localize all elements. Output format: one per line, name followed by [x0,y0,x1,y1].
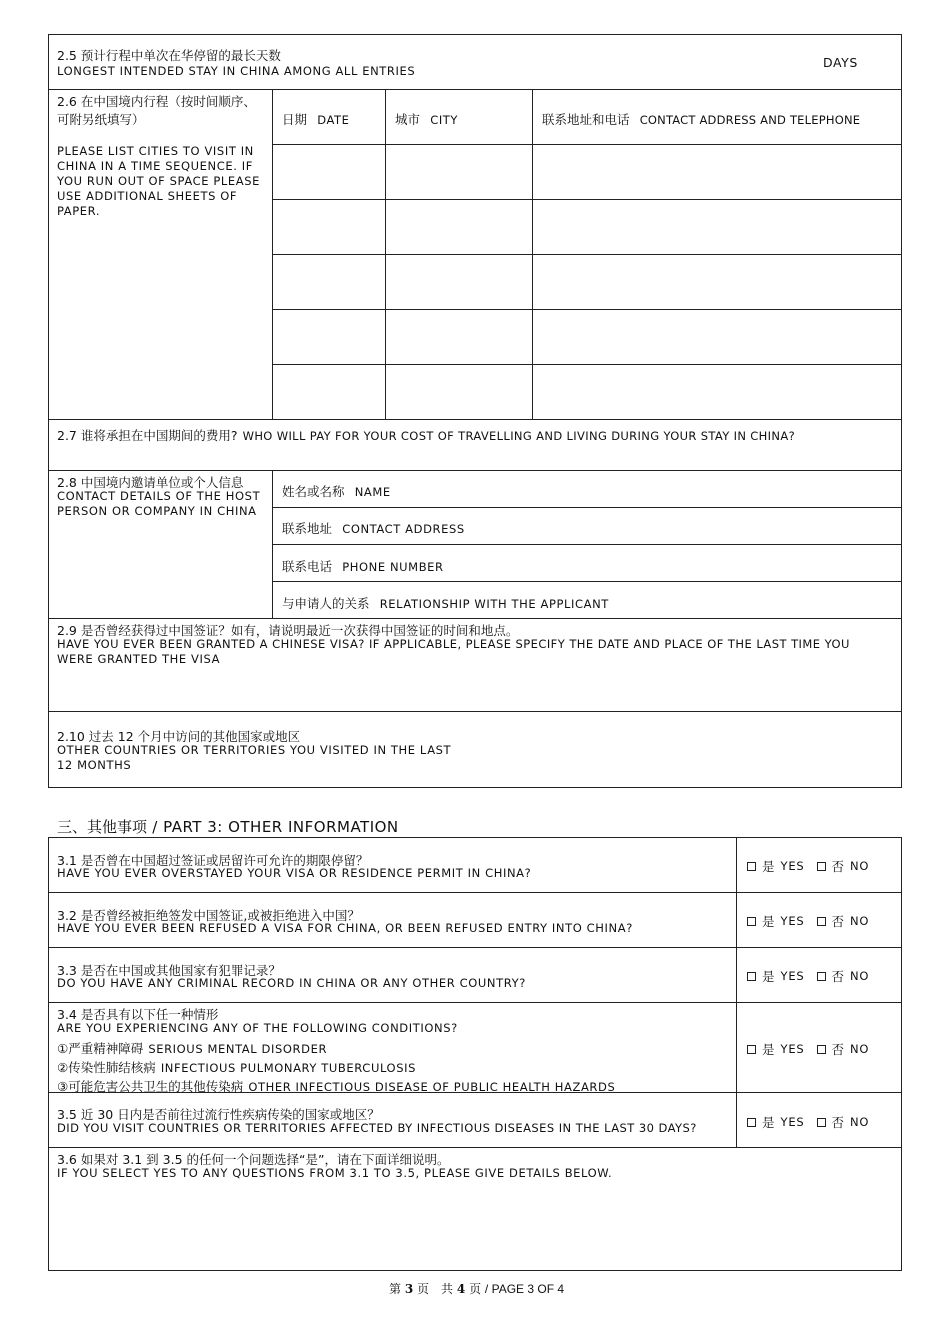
s210-label-en-2: 12 MONTHS [57,758,132,772]
s28-phone-en: PHONE NUMBER [342,560,444,574]
s28-phone-zh: 联系电话 [282,559,333,574]
q34-c3-en: OTHER INFECTIOUS DISEASE OF PUBLIC HEALTH HAZARDS [248,1080,616,1094]
no-zh: 否 [831,859,845,874]
q35-options [747,1113,869,1131]
s29-label-zh: 2.9 是否曾经获得过中国签证？如有，请说明最近一次获得中国签证的时间和地点。 [57,623,519,638]
s26-col-contact-zh: 联系地址和电话 [542,112,630,127]
q35-no-checkbox[interactable] [817,1118,826,1127]
s28-address-input[interactable] [480,508,901,544]
itinerary-row-2-date[interactable] [273,200,385,254]
q35-label-en: DID YOU VISIT COUNTRIES OR TERRITORIES AFFECTED BY INFECTIOUS DISEASES IN THE LAST 30 DAYS? [57,1121,697,1135]
footer-zh-a: 第 [389,1282,402,1296]
q36-label-zh: 3.6 如果对 3.1 到 3.5 的任何一个问题选择“是”，请在下面详细说明。 [57,1152,450,1167]
q32-yes-checkbox[interactable] [747,917,756,926]
footer-zh-b: 页 共 [417,1282,454,1296]
s26-col-city [395,109,458,128]
no-zh: 否 [831,1115,845,1130]
itinerary-row-3-contact[interactable] [533,255,901,309]
s25-label-zh: 2.5 预计行程中单次在华停留的最长天数 [57,48,281,63]
s25-days-unit: DAYS [823,55,858,70]
s28-relationship-en: RELATIONSHIP WITH THE APPLICANT [379,597,609,611]
yes-zh: 是 [762,969,775,984]
s26-col-city-en: CITY [430,113,459,127]
s26-instructions-3: YOU RUN OUT OF SPACE PLEASE [57,174,261,188]
q34-label-en: ARE YOU EXPERIENCING ANY OF THE FOLLOWING CONDITIONS? [57,1021,458,1035]
itinerary-row-4-contact[interactable] [533,310,901,364]
s26-col-contact [542,109,860,128]
part3-title [57,816,399,837]
q34-label-zh: 3.4 是否具有以下任一种情形 [57,1007,219,1022]
q36-label-en: IF YOU SELECT YES TO ANY QUESTIONS FROM 3.1 TO 3.5, PLEASE GIVE DETAILS BELOW. [57,1166,613,1180]
q32-label-en: HAVE YOU EVER BEEN REFUSED A VISA FOR CHINA, OR BEEN REFUSED ENTRY INTO CHINA? [57,921,633,935]
no-zh: 否 [831,914,845,929]
q34-condition-1 [57,1038,327,1057]
s26-instructions-4: USE ADDITIONAL SHEETS OF [57,189,238,203]
footer-page-en: / PAGE 3 OF 4 [484,1282,565,1296]
s29-label-en-1: HAVE YOU EVER BEEN GRANTED A CHINESE VISA? IF APPLICABLE, PLEASE SPECIFY THE DATE AND PLACE OF THE LAST TIME YOU [57,637,850,651]
part3-title-en: / PART 3: OTHER INFORMATION [147,818,399,836]
s210-label-en-1: OTHER COUNTRIES OR TERRITORIES YOU VISITED IN THE LAST [57,743,452,757]
q31-label-zh: 3.1 是否曾在中国超过签证或居留许可允许的期限停留？ [57,853,369,868]
s26-col-date-zh: 日期 [282,112,308,127]
s210-countries-input[interactable] [480,713,901,787]
s26-label-zh-2: 可附另纸填写） [57,112,145,127]
no-zh: 否 [831,1042,845,1057]
yes-en: YES [780,969,805,983]
q31-yes-checkbox[interactable] [747,862,756,871]
q33-yes-option[interactable] [747,967,805,985]
q34-yes-checkbox[interactable] [747,1045,756,1054]
footer-page-total: 4 [456,1282,466,1296]
q33-options [747,967,869,985]
yes-en: YES [780,1042,805,1056]
s28-name-zh: 姓名或名称 [282,484,345,499]
q35-yes-checkbox[interactable] [747,1118,756,1127]
s26-col-date [282,109,350,128]
no-en: NO [850,1042,870,1056]
part3-title-zh: 三、其他事项 [57,818,148,836]
q33-label-zh: 3.3 是否在中国或其他国家有犯罪记录？ [57,963,281,978]
s27-payer-input[interactable] [49,442,901,469]
s26-col-contact-en: CONTACT ADDRESS AND TELEPHONE [639,113,861,127]
q34-no-option[interactable] [817,1040,870,1058]
yes-en: YES [780,914,805,928]
q32-yes-option[interactable] [747,912,805,930]
s25-label-en: LONGEST INTENDED STAY IN CHINA AMONG ALL ENTRIES [57,64,416,78]
s26-col-city-zh: 城市 [395,112,421,127]
q34-c3-zh: ③可能危害公共卫生的其他传染病 [57,1079,244,1094]
yes-zh: 是 [762,1042,775,1057]
s28-phone-input[interactable] [460,545,901,581]
q31-yes-option[interactable] [747,857,805,875]
s28-label-en-1: CONTACT DETAILS OF THE HOST [57,489,261,503]
s26-col-date-en: DATE [317,113,350,127]
q31-label-en: HAVE YOU EVER OVERSTAYED YOUR VISA OR RESIDENCE PERMIT IN CHINA? [57,866,532,880]
q35-yes-option[interactable] [747,1113,805,1131]
no-en: NO [850,859,870,873]
q33-yes-checkbox[interactable] [747,972,756,981]
page-footer [389,1280,564,1297]
q34-condition-2 [57,1057,416,1076]
itinerary-row-1-city[interactable] [386,145,532,199]
yes-zh: 是 [762,859,775,874]
s28-label-en-2: PERSON OR COMPANY IN CHINA [57,504,257,518]
s28-relationship-label [282,593,609,612]
q34-no-checkbox[interactable] [817,1045,826,1054]
q34-condition-3 [57,1076,615,1095]
s28-name-en: NAME [354,485,391,499]
q35-no-option[interactable] [817,1113,870,1131]
s26-instructions-5: PAPER. [57,204,101,218]
s28-phone-label [282,556,444,575]
q34-c1-en: SERIOUS MENTAL DISORDER [148,1042,328,1056]
s26-label-zh-1: 2.6 在中国境内行程（按时间顺序、 [57,94,256,109]
q34-c1-zh: ①严重精神障碍 [57,1041,144,1056]
s28-address-label [282,518,465,537]
no-zh: 否 [831,969,845,984]
s26-instructions-2: CHINA IN A TIME SEQUENCE. IF [57,159,253,173]
footer-zh-c: 页 [469,1282,482,1296]
q34-c2-en: INFECTIOUS PULMONARY TUBERCULOSIS [160,1061,416,1075]
s26-instructions-1: PLEASE LIST CITIES TO VISIT IN [57,144,254,158]
q34-yes-option[interactable] [747,1040,805,1058]
q33-label-en: DO YOU HAVE ANY CRIMINAL RECORD IN CHINA OR ANY OTHER COUNTRY? [57,976,526,990]
itinerary-row-5-contact[interactable] [533,365,901,419]
itinerary-row-5-date[interactable] [273,365,385,419]
itinerary-row-1-contact[interactable] [533,145,901,199]
q32-no-option[interactable] [817,912,870,930]
itinerary-row-3-city[interactable] [386,255,532,309]
itinerary-row-1-date[interactable] [273,145,385,199]
s28-name-input[interactable] [470,471,901,507]
yes-en: YES [780,859,805,873]
q31-no-option[interactable] [817,857,870,875]
q32-no-checkbox[interactable] [817,917,826,926]
itinerary-row-5-city[interactable] [386,365,532,419]
q31-no-checkbox[interactable] [817,862,826,871]
s28-address-en: CONTACT ADDRESS [342,522,465,536]
yes-zh: 是 [762,914,775,929]
no-en: NO [850,969,870,983]
q36-details-input[interactable] [49,1184,901,1270]
yes-en: YES [780,1115,805,1129]
q32-label-zh: 3.2 是否曾经被拒绝签发中国签证,或被拒绝进入中国？ [57,908,360,923]
q31-options [747,857,869,875]
itinerary-row-4-city[interactable] [386,310,532,364]
itinerary-row-3-date[interactable] [273,255,385,309]
no-en: NO [850,914,870,928]
s28-address-zh: 联系地址 [282,521,333,536]
s28-name-label [282,481,391,500]
itinerary-row-2-city[interactable] [386,200,532,254]
s29-label-en-2: WERE GRANTED THE VISA [57,652,221,666]
footer-page-num: 3 [404,1282,414,1296]
q33-no-option[interactable] [817,967,870,985]
q33-no-checkbox[interactable] [817,972,826,981]
s27-label-en: WHO WILL PAY FOR YOUR COST OF TRAVELLING AND LIVING DURING YOUR STAY IN CHINA? [242,429,796,443]
q35-label-zh: 3.5 近 30 日内是否前往过流行性疾病传染的国家或地区？ [57,1107,380,1122]
s27-label-zh: 2.7 谁将承担在中国期间的费用? [57,428,238,443]
q32-options [747,912,869,930]
no-en: NO [850,1115,870,1129]
s29-details-input[interactable] [49,668,901,710]
yes-zh: 是 [762,1115,775,1130]
q34-options [747,1040,869,1058]
q34-c2-zh: ②传染性肺结核病 [57,1060,156,1075]
itinerary-row-2-contact[interactable] [533,200,901,254]
s28-relationship-input[interactable] [640,582,901,618]
s25-days-input[interactable] [430,40,810,84]
s28-label-zh: 2.8 中国境内邀请单位或个人信息 [57,475,244,490]
s28-relationship-zh: 与申请人的关系 [282,596,370,611]
s210-label-zh: 2.10 过去 12 个月中访问的其他国家或地区 [57,729,301,744]
itinerary-row-4-date[interactable] [273,310,385,364]
